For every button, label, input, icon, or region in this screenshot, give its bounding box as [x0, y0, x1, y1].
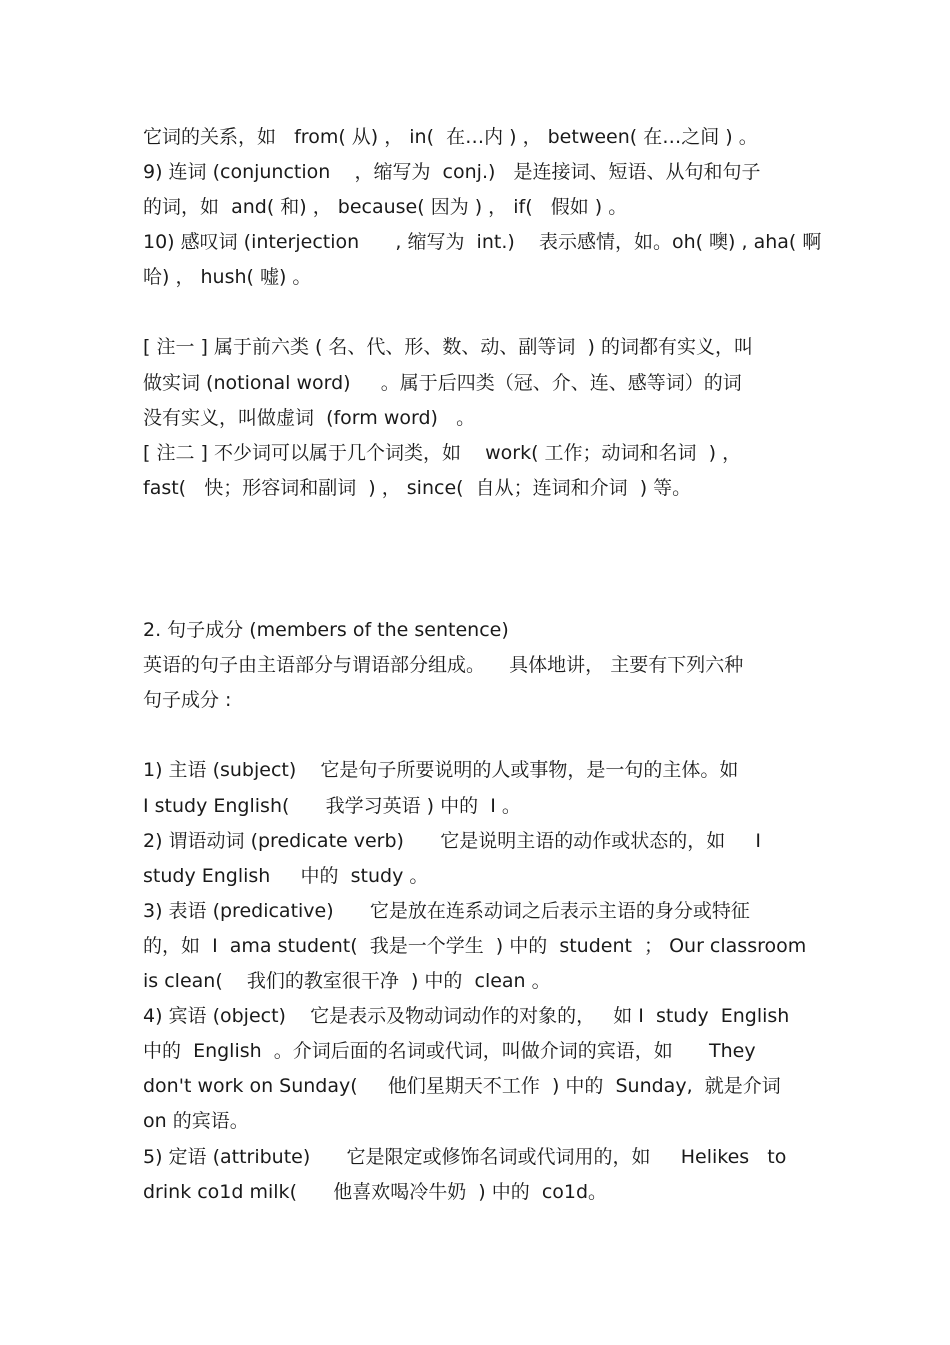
note-two-line: [ 注二 ] 不少词可以属于几个词类，如 work( 工作；动词和名词 ) ， [143, 442, 742, 464]
text-line: 3) 表语 (predicative) 它是放在连系动词之后表示主语的身分或特征 [143, 900, 750, 922]
text-line: study English 中的 study 。 [143, 865, 429, 887]
text-line: 的，如 I ama student( 我是一个学生 ) 中的 student ； Our classroom [143, 935, 807, 957]
text-line: on 的宾语。 [143, 1110, 249, 1132]
text-line: drink co1d milk( 他喜欢喝冷牛奶 ) 中的 co1d。 [143, 1181, 608, 1203]
text-line: 中的 English 。介词后面的名词或代词，叫做介词的宾语，如 They [143, 1040, 756, 1062]
text-line: I study English( 我学习英语 ) 中的 I 。 [143, 795, 521, 817]
text-line: is clean( 我们的教室很干净 ) 中的 clean 。 [143, 970, 551, 992]
text-line: 9) 连词 (conjunction ，缩写为 conj.) 是连接词、短语、从句和句子 [143, 161, 761, 183]
note-one-line: 没有实义，叫做虚词 (form word) 。 [143, 407, 476, 429]
text-line: 的词，如 and( 和) ， because( 因为 ) ， if( 假如 ) 。 [143, 196, 628, 218]
text-line: don't work on Sunday( 他们星期天不工作 ) 中的 Sunday, 就是介词 [143, 1075, 781, 1097]
text-line: 4) 宾语 (object) 它是表示及物动词动作的对象的， 如 I study English [143, 1005, 790, 1027]
text-line: 5) 定语 (attribute) 它是限定或修饰名词或代词用的，如 Helikes to [143, 1146, 787, 1168]
text-line: 英语的句子由主语部分与谓语部分组成。 具体地讲， 主要有下列六种 [143, 654, 744, 676]
text-line: 1) 主语 (subject) 它是句子所要说明的人或事物，是一句的主体。如 [143, 759, 739, 781]
text-line: 10) 感叹词 (interjection , 缩写为 int.) 表示感情，如。oh( 噢) , aha( 啊 [143, 231, 822, 253]
note-two-line: fast( 快；形容词和副词 ) ， since( 自从；连词和介词 ) 等。 [143, 477, 692, 499]
section-heading: 2. 句子成分 (members of the sentence) [143, 619, 509, 641]
note-one-line: 做实词 (notional word) 。属于后四类（冠、介、连、感等词）的词 [143, 372, 742, 394]
text-line: 2) 谓语动词 (predicate verb) 它是说明主语的动作或状态的，如 I [143, 830, 762, 852]
text-line: 哈) ， hush( 嘘) 。 [143, 266, 312, 288]
note-one-line: [ 注一 ] 属于前六类 ( 名、代、形、数、动、副等词 ) 的词都有实义，叫 [143, 336, 753, 358]
text-line: 句子成分 : [143, 689, 232, 711]
text-line: 它词的关系，如 from( 从) ， in( 在…内 ) ， between( 在…之间 ) 。 [143, 126, 758, 148]
